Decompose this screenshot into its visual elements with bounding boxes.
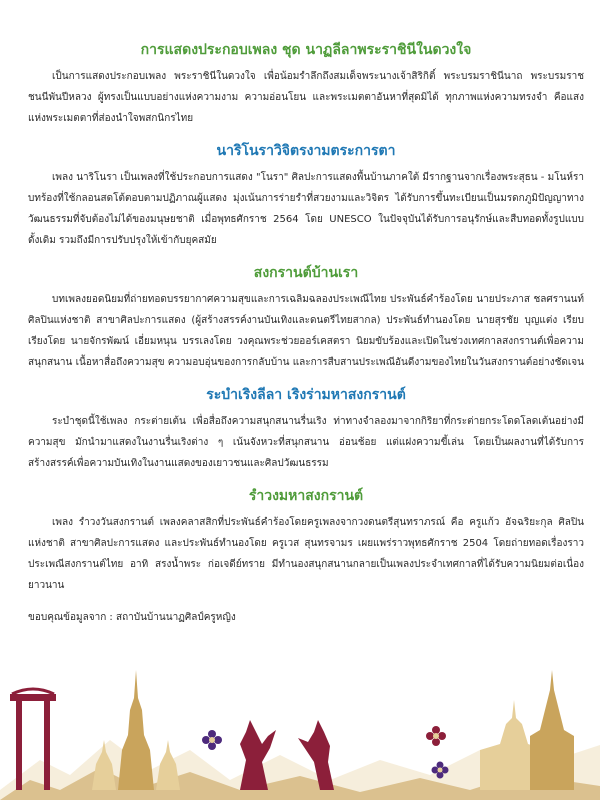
section-title: สงกรานต์บ้านเรา <box>253 265 359 281</box>
article <box>28 40 584 628</box>
section-songkran-home <box>28 263 584 373</box>
credit-line: ขอบคุณข้อมูลจาก : สถาบันบ้านนาฏศิลป์ครูหญิง <box>28 612 236 623</box>
section-title: ระบำเริงลีลา เริงร่ามหาสงกรานต์ <box>206 387 406 403</box>
section-title: รำวงมหาสงกรานต์ <box>248 488 364 504</box>
section-norah <box>28 141 584 251</box>
section-text: ระบำชุดนี้ใช้เพลง กระต่ายเต้น เพื่อสื่อถึงความสนุกสนานรื่นเริง ท่าทางจำลองมาจากกิริยาที่กระต่ายกระโดดโลดเต้นอย่างมีความสุข มักนำมาแสดงในงานรื่นเริงต่าง ๆ เน้นจังหวะที่สนุกสนาน อ่อนช้อย แต่แฝงความขี้เล่น โดยเป็นผลงานที่ได้รับการสร้างสรรค์เพื่อความบันเทิงในงานแสดงของเยาวชนและศิลปวัฒนธรรม <box>28 416 584 469</box>
thai-landmarks-illustration <box>0 640 600 800</box>
palace-icon <box>480 670 574 790</box>
section-rabbit-dance <box>28 385 584 474</box>
section-text: เพลง รำวงวันสงกรานต์ เพลงคลาสสิกที่ประพันธ์คำร้องโดยครูเพลงจากวงดนตรีสุนทราภรณ์ คือ ครูแก้ว อัจฉริยะกุล ศิลปินแห่งชาติ สาขาศิลปะการแสดง และประพันธ์ทำนองโดย ครูเวส สุนทรจามร เผยแพร่ราวพุทธศักราช 2504 โดยถ่ายทอดเรื่องราวประเพณีสงกรานต์ไทย อาทิ สรงน้ำพระ ก่อเจดีย์ทราย มีทำนองสนุกสนานกลายเป็นเพลงประจำเทศกาลที่ได้รับความนิยมต่อเนื่องยาวนาน <box>28 517 584 591</box>
section-text: เป็นการแสดงประกอบเพลง พระราชินีในดวงใจ เพื่อน้อมรำลึกถึงสมเด็จพระนางเจ้าสิริกิติ์ พระบรมราชินีนาถ พระบรมราชชนนีพันปีหลวง ผู้ทรงเป็นแบบอย่างแห่งความงาม ความอ่อนโยน และพระเมตตาอันหาที่สุดมิได้ ทุกภาพแห่งความทรงจำ คือแสงแห่งพระเมตตาที่ส่องนำใจพสกนิกรไทย <box>28 71 584 124</box>
temple-prang-icon <box>92 670 180 790</box>
section-royal-dance <box>28 40 584 129</box>
section-text: เพลง นาริโนรา เป็นเพลงที่ใช้ประกอบการแสดง "โนรา" ศิลปะการแสดงพื้นบ้านภาคใต้ มีรากฐานจากเรื่องพระสุธน - มโนห์รา บทร้องที่ใช้กลอนสดโต้ตอบตามปฏิภาณผู้แสดง มุ่งเน้นการร่ายรำที่สวยงามและวิจิตร ได้รับการขึ้นทะเบียนเป็นมรดกภูมิปัญญาทางวัฒนธรรมที่จับต้องไม่ได้ของมนุษยชาติ เมื่อพุทธศักราช 2564 โดย UNESCO ในปัจจุบันได้รับการอนุรักษ์และสืบทอดทั้งรูปแบบดั้งเดิม รวมถึงมีการปรับปรุงให้เข้ากับยุคสมัย <box>28 172 584 246</box>
section-title: นาริโนราวิจิตรงามตระการตา <box>216 143 396 159</box>
section-text: บทเพลงยอดนิยมที่ถ่ายทอดบรรยากาศความสุขและการเฉลิมฉลองประเพณีไทย ประพันธ์คำร้องโดย นายประภาส ชลศรานนท์ ศิลปินแห่งชาติ สาขาศิลปะการแสดง (ผู้สร้างสรรค์งานบันเทิงและดนตรีไทยสากล) ประพันธ์ทำนองโดย นายสุรชัย บุญแต่ง เรียบเรียงโดย นายจักรพัฒน์ เอี่ยมหนุน บรรเลงโดย วงคุณพระช่วยออร์เคสตรา นิยมขับร้องและเปิดในช่วงเทศกาลสงกรานต์เพื่อความสนุกสนาน เนื้อหาสื่อถึงความสุข ความอบอุ่นของการกลับบ้าน และการสืบสานประเพณีอันดีงามของไทยในวันสงกรานต์อย่างชัดเจน <box>28 294 584 368</box>
section-ramwong <box>28 486 584 596</box>
section-title: การแสดงประกอบเพลง ชุด นาฏลีลาพระราชินีในดวงใจ <box>140 42 472 58</box>
